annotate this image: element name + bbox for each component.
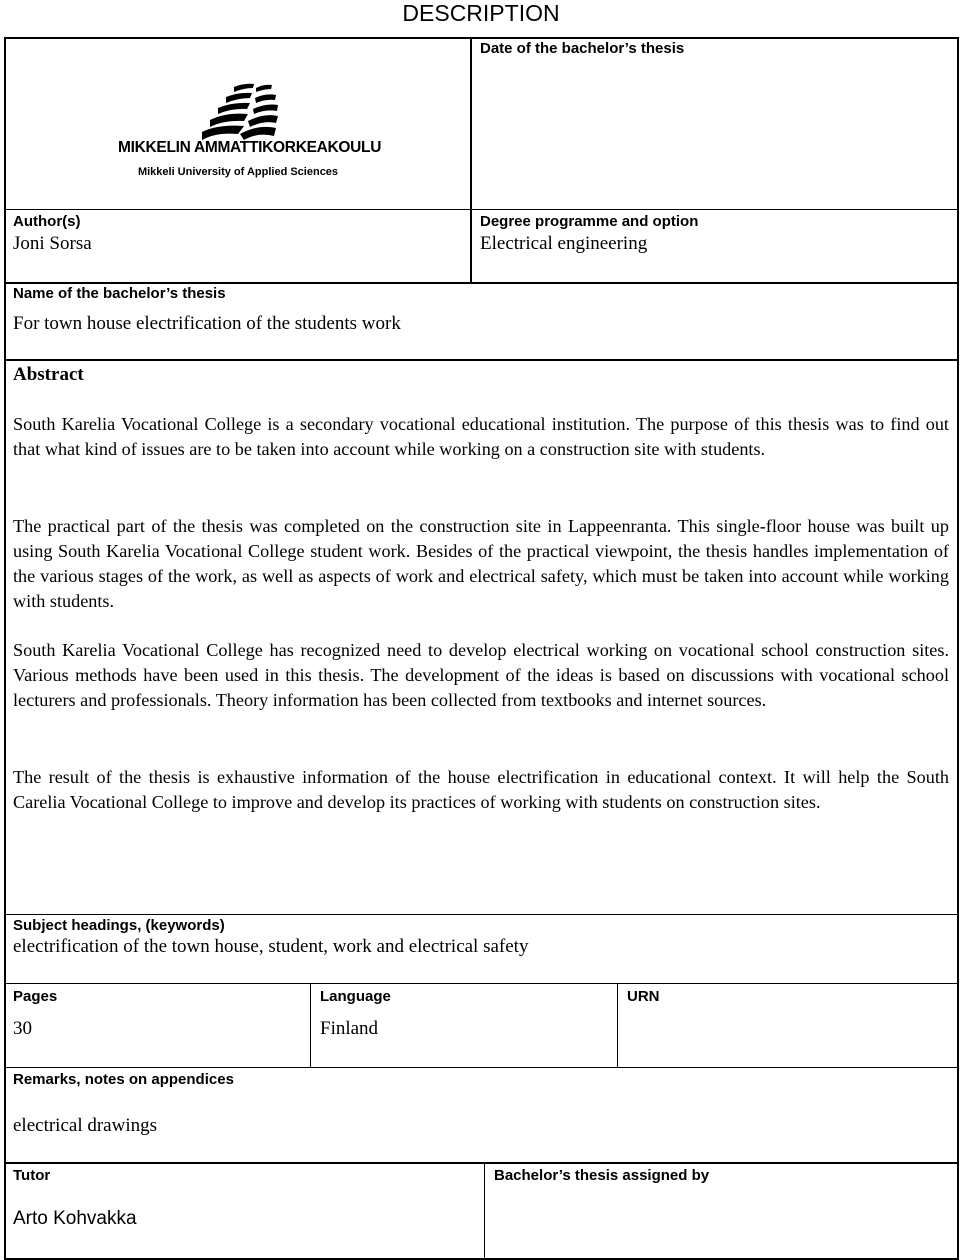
author-row-bottom-line bbox=[4, 282, 959, 284]
thesis-name-label: Name of the bachelor’s thesis bbox=[13, 285, 226, 302]
language-value: Finland bbox=[320, 1018, 379, 1039]
frame-top-line bbox=[4, 37, 959, 39]
logo-name-en: Mikkeli University of Applied Sciences bbox=[137, 166, 339, 178]
remarks-row-bottom-line bbox=[4, 1162, 959, 1164]
document-title: DESCRIPTION bbox=[402, 0, 560, 26]
tutor-divider-line bbox=[484, 1162, 485, 1260]
abstract-paragraph-1: South Karelia Vocational College is a secondary vocational educational institution. The purpose of this thesis was to find out that what kind of issues are to be taken into account while working on a construction site with students. bbox=[13, 414, 949, 459]
abstract-row-bottom-line bbox=[4, 914, 959, 915]
header-divider-line bbox=[470, 37, 472, 283]
remarks-label: Remarks, notes on appendices bbox=[13, 1071, 234, 1088]
logo-row-bottom-line bbox=[4, 209, 959, 210]
thesis-name-value: For town house electrification of the students work bbox=[13, 313, 401, 334]
author-label: Author(s) bbox=[13, 213, 81, 230]
keywords-row-bottom-line bbox=[4, 983, 959, 984]
remarks-value: electrical drawings bbox=[13, 1115, 158, 1136]
tutor-value: Arto Kohvakka bbox=[13, 1208, 137, 1229]
pages-divider-line bbox=[310, 983, 311, 1068]
degree-label: Degree programme and option bbox=[480, 213, 699, 230]
tutor-label: Tutor bbox=[13, 1167, 51, 1184]
abstract-paragraph-2: The practical part of the thesis was completed on the construction site in Lappeenranta. This single-floor house was built up using South Karelia Vocational College student work. Besides of the practical viewpoint, the thesis handles implementation of the various stages of the work, as well as aspects of work and electrical safety, which must be taken into account while working with students. bbox=[13, 516, 949, 611]
abstract-paragraph-4: The result of the thesis is exhaustive information of the house electrification in educational context. It will help the South Carelia Vocational College to improve and develop its practices of working with students on construction sites. bbox=[13, 767, 949, 812]
abstract-paragraph-3: South Karelia Vocational College has recognized need to develop electrical working on vocational school construction sites. Various methods have been used in this thesis. The development of the ideas is based on discussions with vocational school lecturers and professionals. Theory information has been collected from textbooks and internet sources. bbox=[13, 640, 949, 710]
thesis-name-row-bottom-line bbox=[4, 359, 959, 361]
pages-value: 30 bbox=[13, 1018, 32, 1039]
assigned-by-label: Bachelor’s thesis assigned by bbox=[494, 1167, 710, 1184]
keywords-label: Subject headings, (keywords) bbox=[13, 917, 225, 934]
language-label: Language bbox=[320, 988, 391, 1005]
degree-value: Electrical engineering bbox=[480, 233, 648, 254]
logo-name-fi: MIKKELIN AMMATTIKORKEAKOULU bbox=[118, 139, 382, 156]
urn-label: URN bbox=[627, 988, 660, 1005]
frame-left-line bbox=[4, 37, 6, 1260]
pages-label: Pages bbox=[13, 988, 58, 1005]
pages-row-bottom-line bbox=[4, 1067, 959, 1068]
keywords-value: electrification of the town house, student, work and electrical safety bbox=[13, 936, 529, 957]
date-label: Date of the bachelor’s thesis bbox=[480, 40, 685, 57]
abstract-heading: Abstract bbox=[13, 364, 84, 385]
author-value: Joni Sorsa bbox=[13, 233, 92, 254]
frame-right-line bbox=[957, 37, 959, 1260]
language-divider-line bbox=[617, 983, 618, 1068]
university-logo bbox=[118, 74, 382, 186]
